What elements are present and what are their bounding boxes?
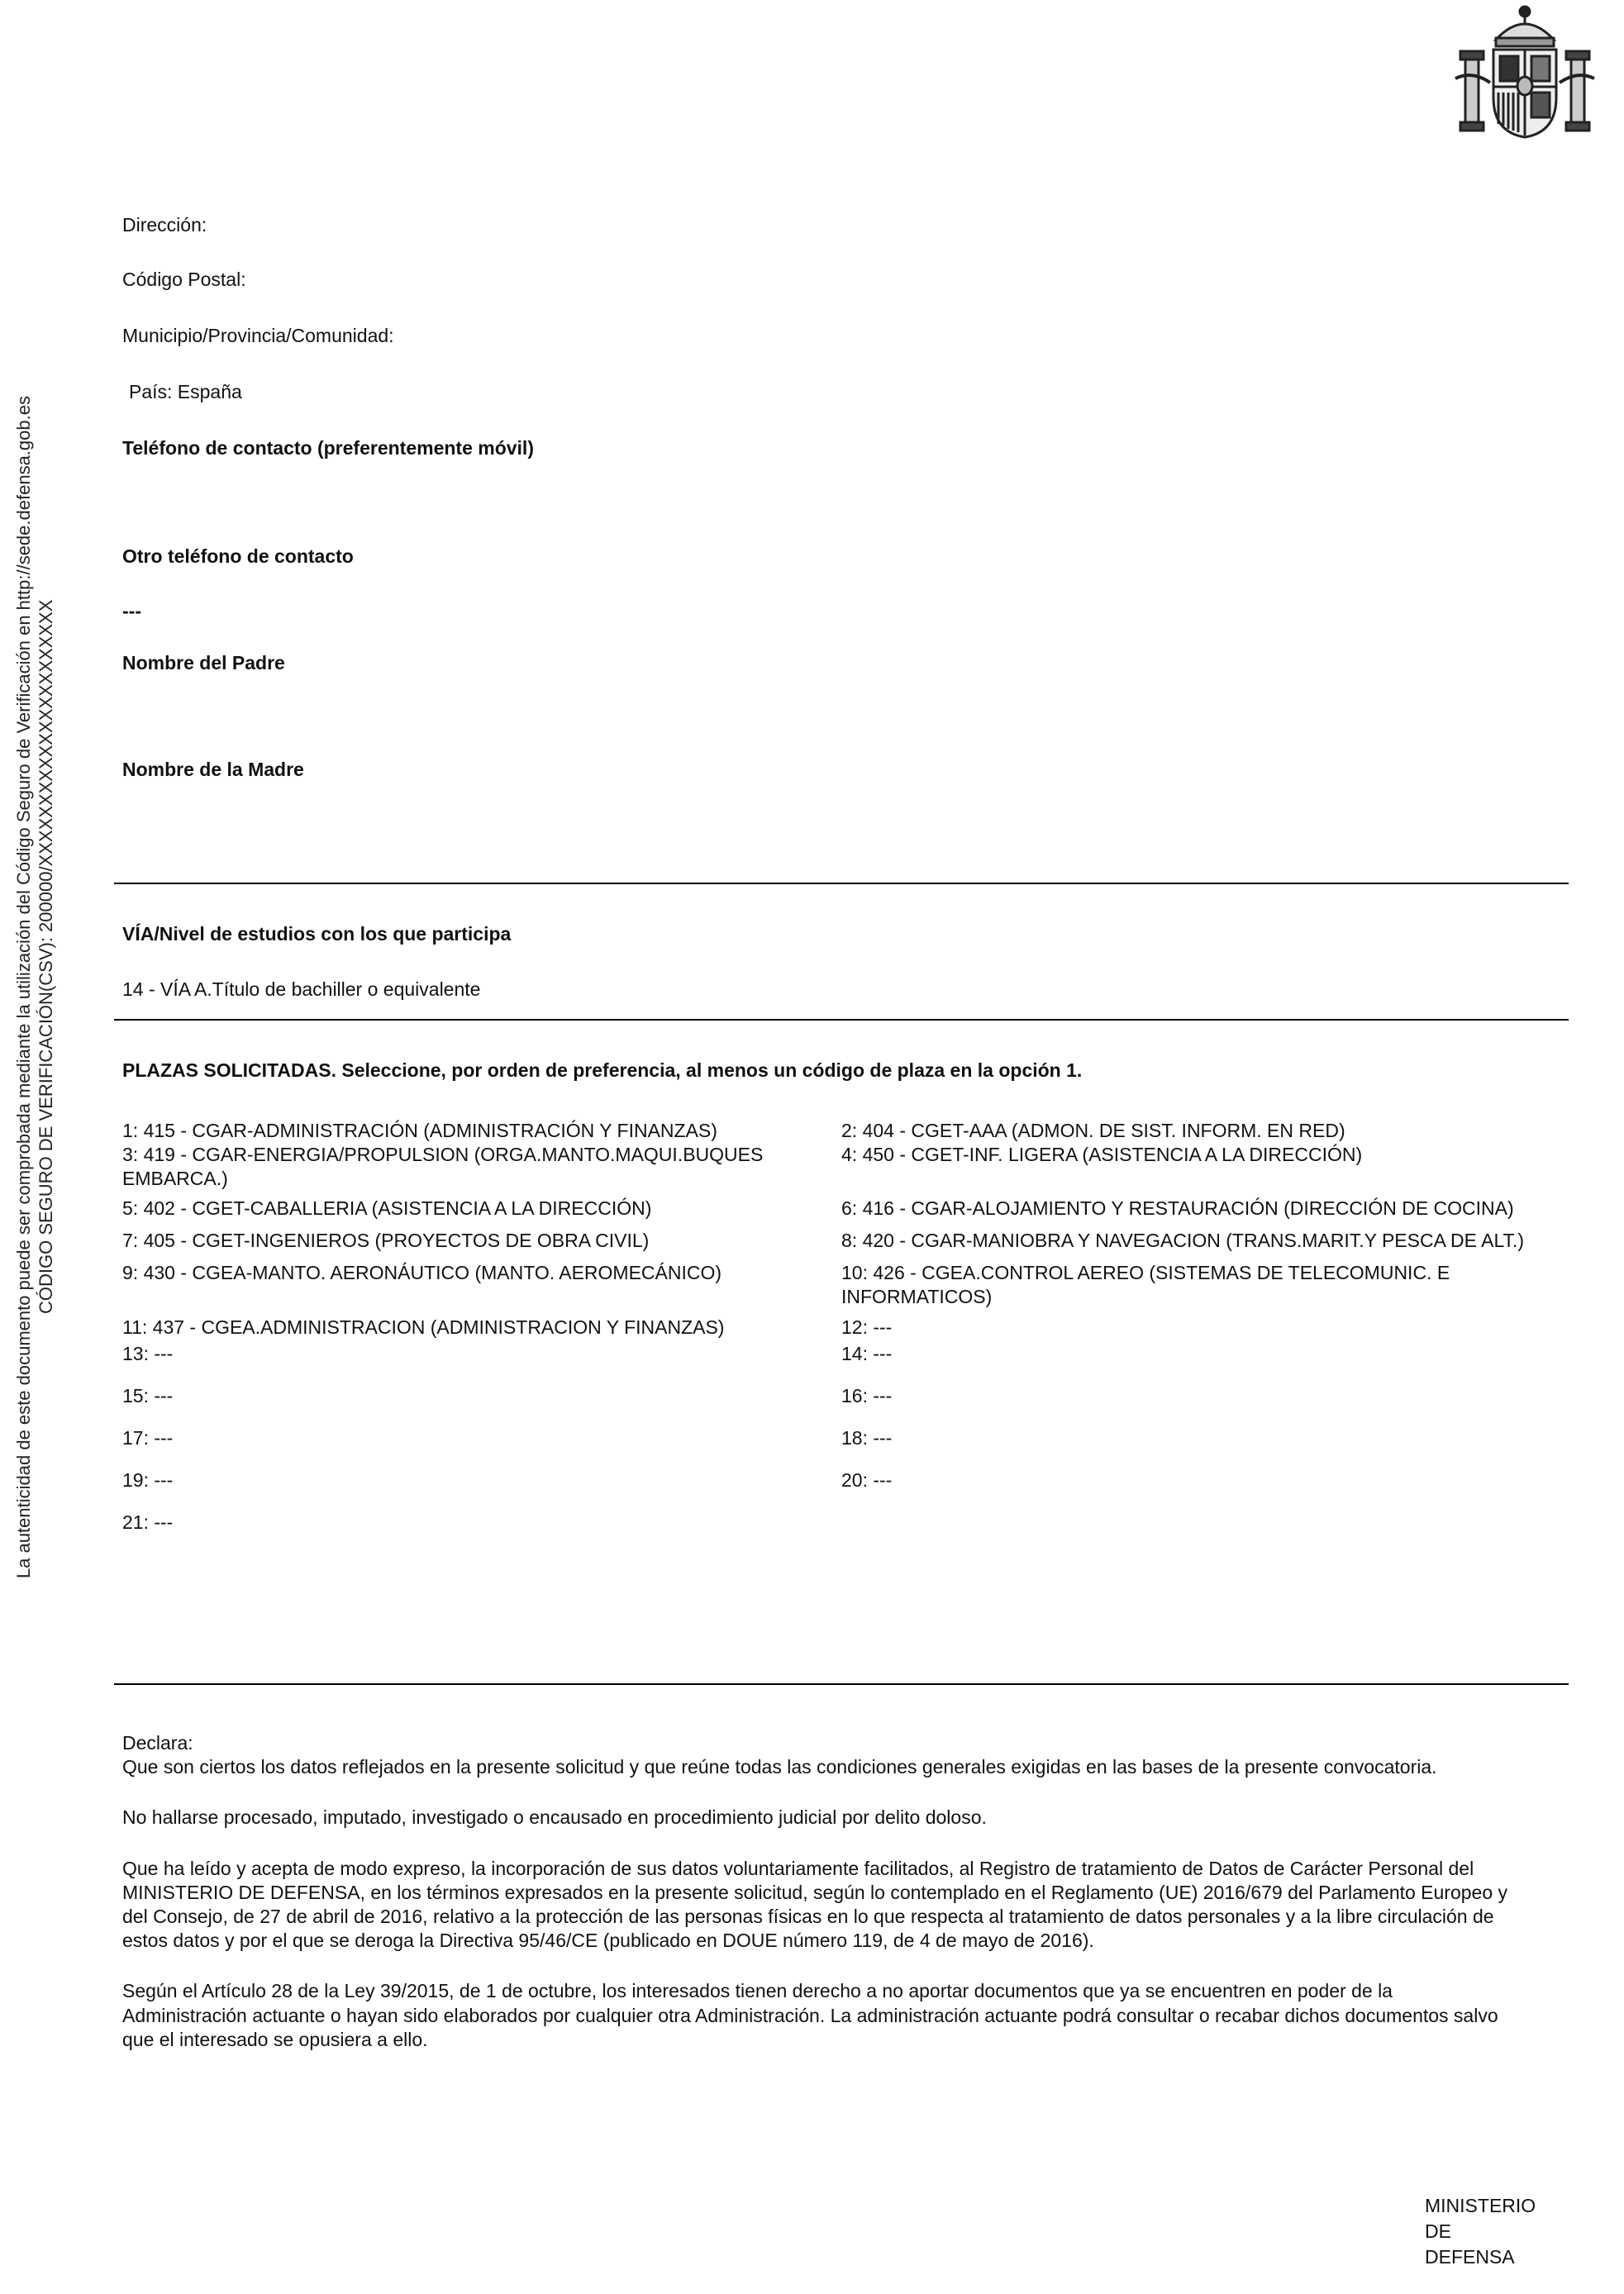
declaration-paragraph: Que ha leído y acepta de modo expreso, la incorporación de sus datos voluntariamente facilitados, al Registro de tratamiento de Datos de Carácter Personal del MINISTERIO DE DEFENSA, en los términos expresados en la presente solicitud, según lo contemplado en el Reglamento (UE) 2016/679 del Parlamento Europeo y del Consejo, de 27 de abril de 2016, relativo a la protección de las personas físicas en lo que respecta al tratamiento de datos personales y a la libre circulación de estos datos y por el que se deroga la Directiva 95/46/CE (publicado en DOUE número 119, de 4 de mayo de 2016).: [122, 1857, 1508, 1952]
otro-telefono-label: Otro teléfono de contacto: [122, 545, 354, 567]
plaza-item: 20: ---: [841, 1469, 893, 1492]
plaza-item: 21: ---: [122, 1511, 174, 1534]
plaza-item: 19: ---: [122, 1469, 174, 1492]
plaza-row: [122, 1197, 1570, 1221]
pais-label: País: España: [129, 381, 242, 402]
municipio-label: Municipio/Provincia/Comunidad:: [122, 325, 394, 346]
plaza-item: 7: 405 - CGET-INGENIEROS (PROYECTOS DE OBRA CIVIL): [122, 1229, 650, 1251]
plaza-row: [122, 1316, 1570, 1340]
estudios-title: VÍA/Nivel de estudios con los que participa: [122, 923, 512, 945]
plaza-row: [122, 1261, 1570, 1309]
plaza-row: [122, 1229, 1570, 1253]
verification-line-2: CÓDIGO SEGURO DE VERIFICACIÓN(CSV): 200000/XXXXXXXXXXXXXXXXXXXXXX: [36, 599, 56, 1314]
plazas-list: [122, 1119, 1570, 1535]
ministry-line: DE: [1425, 2220, 1451, 2242]
declaration-paragraph: Que son ciertos los datos reflejados en la presente solicitud y que reúne todas las condiciones generales exigidas en las bases de la presente convocatoria.: [122, 1756, 1437, 1778]
plaza-item: 13: ---: [122, 1342, 174, 1364]
direccion-label: Dirección:: [122, 214, 207, 236]
plaza-row: [122, 1426, 1570, 1450]
plaza-item: 2: 404 - CGET-AAA (ADMON. DE SIST. INFORM. EN RED): [841, 1120, 1345, 1141]
plaza-row: [122, 1342, 1570, 1366]
verification-line-1: La autenticidad de este documento puede ser comprobada mediante la utilización del Código Seguro de Verificación en http://sede.defensa.gob.es: [13, 396, 34, 1578]
declaration-paragraph: Según el Artículo 28 de la Ley 39/2015, de 1 de octubre, los interesados tienen derecho a no aportar documentos que ya se encuentren en poder de la Administración actuante o hayan sido elaborados por cualquier otra Administración. La administración actuante podrá consultar o recabar dichos documentos salvo que el interesado se opusiera a ello.: [122, 1980, 1498, 2050]
estudios-value: 14 - VÍA A.Título de bachiller o equivalente: [122, 978, 481, 1000]
ministry-line: MINISTERIO: [1425, 2195, 1536, 2216]
padre-label: Nombre del Padre: [122, 652, 285, 673]
otro-telefono-value: ---: [122, 600, 141, 621]
plaza-row: [122, 1143, 1570, 1191]
plaza-item: 11: 437 - CGEA.ADMINISTRACION (ADMINISTRACION Y FINANZAS): [122, 1316, 725, 1339]
verification-side-text: [12, 372, 57, 1578]
plazas-title: PLAZAS SOLICITADAS. Seleccione, por orden de preferencia, al menos un código de plaza en la opción 1.: [122, 1059, 1083, 1081]
plaza-item: 6: 416 - CGAR-ALOJAMIENTO Y RESTAURACIÓN (DIRECCIÓN DE COCINA): [841, 1197, 1514, 1219]
plaza-row: [122, 1468, 1570, 1492]
plaza-item: [841, 1511, 1570, 1535]
section-divider: [114, 1019, 1569, 1021]
plaza-item: 3: 419 - CGAR-ENERGIA/PROPULSION (ORGA.MANTO.MAQUI.BUQUES EMBARCA.): [122, 1144, 764, 1190]
declaration-paragraph: No hallarse procesado, imputado, investigado o encausado en procedimiento judicial por delito doloso.: [122, 1806, 987, 1829]
telefono-label: Teléfono de contacto (preferentemente móvil): [122, 437, 534, 459]
ministry-signature: [1425, 2193, 1536, 2270]
plaza-item: 8: 420 - CGAR-MANIOBRA Y NAVEGACION (TRANS.MARIT.Y PESCA DE ALT.): [841, 1229, 1525, 1251]
plaza-item: 4: 450 - CGET-INF. LIGERA (ASISTENCIA A LA DIRECCIÓN): [841, 1144, 1363, 1166]
declara-title: Declara:: [122, 1732, 193, 1754]
plaza-row: [122, 1384, 1570, 1408]
plaza-item: 12: ---: [841, 1316, 893, 1339]
section-divider: [114, 1683, 1569, 1685]
madre-label: Nombre de la Madre: [122, 759, 304, 780]
plaza-item: 18: ---: [841, 1427, 893, 1449]
plaza-item: 10: 426 - CGEA.CONTROL AEREO (SISTEMAS DE TELECOMUNIC. E INFORMATICOS): [841, 1262, 1450, 1308]
plaza-item: 9: 430 - CGEA-MANTO. AERONÁUTICO (MANTO. AEROMECÁNICO): [122, 1262, 722, 1284]
spanish-coat-of-arms-icon: [1450, 0, 1599, 140]
plaza-item: 1: 415 - CGAR-ADMINISTRACIÓN (ADMINISTRACIÓN Y FINANZAS): [122, 1120, 717, 1141]
plaza-item: 17: ---: [122, 1427, 174, 1449]
plaza-item: 14: ---: [841, 1342, 893, 1364]
plaza-item: 16: ---: [841, 1384, 893, 1406]
plaza-row: [122, 1511, 1570, 1535]
ministry-line: DEFENSA: [1425, 2246, 1515, 2268]
declaration-section: [122, 1731, 1511, 2078]
section-divider: [114, 883, 1569, 884]
plaza-item: 5: 402 - CGET-CABALLERIA (ASISTENCIA A LA DIRECCIÓN): [122, 1197, 652, 1219]
codigo-postal-label: Código Postal:: [122, 269, 246, 290]
plaza-row: [122, 1119, 1570, 1143]
plaza-item: 15: ---: [122, 1384, 174, 1406]
